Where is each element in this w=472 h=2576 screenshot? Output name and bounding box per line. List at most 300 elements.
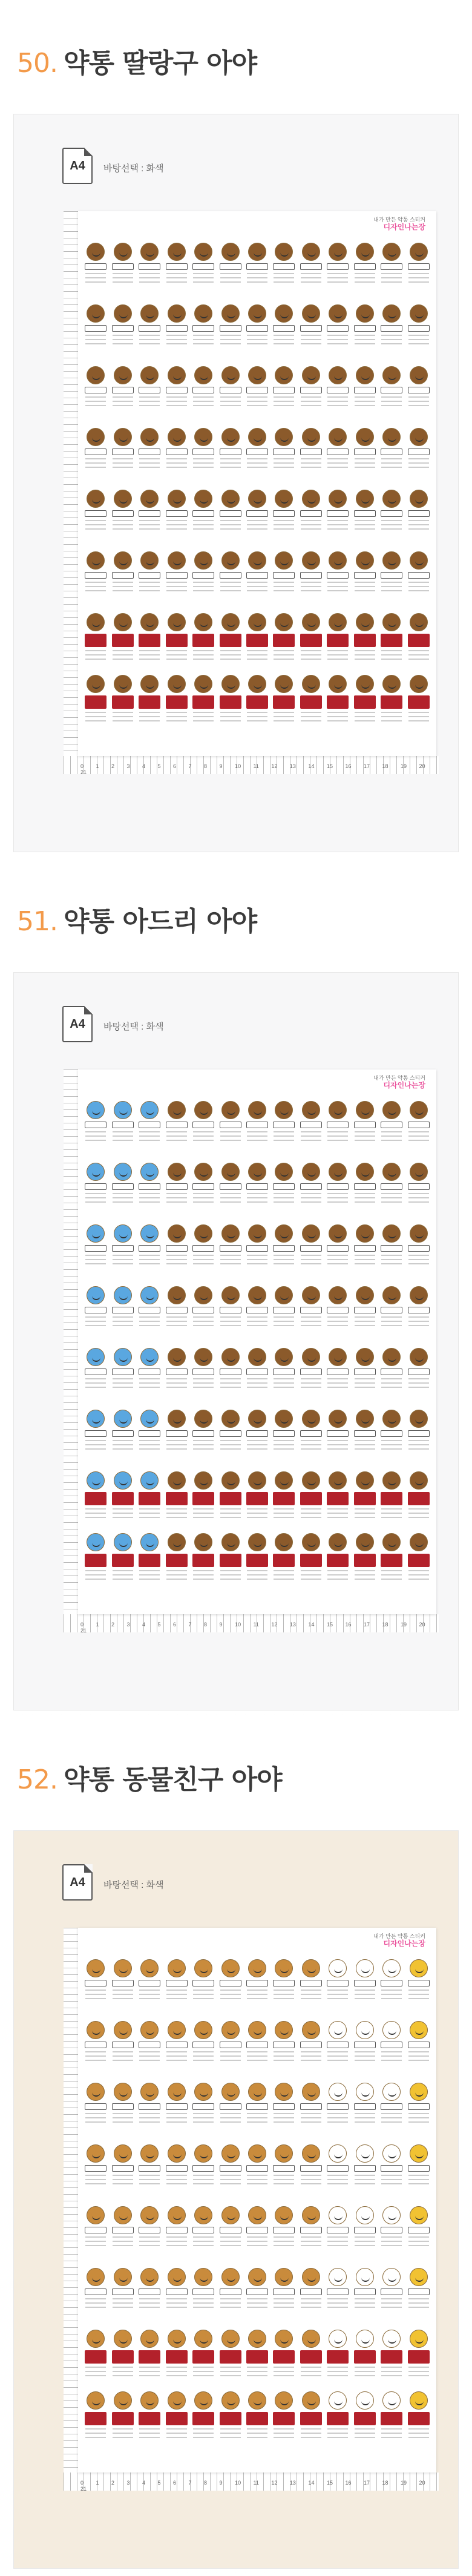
text-line-icon [85,1197,106,1198]
character-face-icon [356,1163,374,1181]
sticker-item [218,1957,241,2014]
text-line-icon [355,2302,375,2304]
text-line-icon [381,1201,402,1203]
sticker-item [138,1099,161,1155]
text-line-icon [193,2113,214,2114]
character-face-icon [168,2021,186,2039]
text-line-icon [113,1513,133,1514]
text-line-icon [247,2433,267,2434]
text-line-icon [166,1201,187,1203]
text-line-icon [220,401,241,402]
sticker-item [165,1160,188,1217]
text-line-icon [274,2055,294,2057]
sticker-item [300,240,323,297]
text-line-icon [139,343,160,344]
text-line-icon [220,281,241,283]
text-line-icon [274,1316,294,1318]
sticker-item [218,2327,241,2384]
character-face-icon [275,2083,293,2101]
text-line-icon [139,2437,160,2438]
text-line-icon [193,2367,214,2368]
text-line-icon [301,1201,321,1203]
sticker-item [380,1222,403,1279]
sticker-item [165,2204,188,2261]
text-line-icon [166,2371,187,2372]
text-line-icon [355,1998,375,1999]
sticker-grid [84,240,430,729]
text-line-icon [301,586,321,587]
character-face-icon [410,613,428,631]
text-line-icon [327,2060,348,2061]
name-tag-icon [327,2165,349,2172]
character-face-icon [329,2144,347,2163]
text-line-icon [113,1197,133,1198]
text-line-icon [193,1508,214,1510]
text-line-icon [381,654,402,656]
character-face-icon [87,1101,105,1119]
text-line-icon [166,720,187,721]
red-label-icon [327,1492,349,1505]
text-line-icon [220,590,241,591]
character-face-icon [248,243,266,261]
text-line-icon [220,586,241,587]
character-face-icon [114,490,132,508]
sticker-item [84,302,107,359]
name-tag-icon [381,572,402,579]
text-line-icon [193,401,214,402]
text-line-icon [85,524,106,525]
text-line-icon [85,1579,106,1580]
sticker-item [326,1160,349,1217]
text-line-icon [408,659,429,660]
character-face-icon [248,2083,266,2101]
name-tag-icon [354,2288,376,2295]
text-line-icon [85,277,106,278]
sticker-item [165,2080,188,2137]
character-face-icon [410,1410,428,1428]
sticker-item [272,1531,295,1588]
sticker-item [407,426,430,482]
text-line-icon [301,1131,321,1132]
character-face-icon [194,428,212,446]
text-line-icon [139,524,160,525]
name-tag-icon [112,2103,134,2110]
text-line-icon [408,1448,429,1450]
red-label-icon [112,1554,134,1567]
text-line-icon [274,1140,294,1141]
character-face-icon [275,2268,293,2286]
red-label-icon [139,695,160,709]
text-line-icon [139,2121,160,2123]
text-line-icon [113,1382,133,1384]
sticker-item [300,2389,323,2446]
text-line-icon [166,2060,187,2061]
text-line-icon [301,343,321,344]
text-line-icon [193,273,214,274]
text-line-icon [113,520,133,521]
section-title [17,1758,282,1796]
name-tag-icon [139,572,160,579]
sticker-item [353,2080,376,2137]
character-face-icon [329,2391,347,2410]
name-tag-icon [192,1245,214,1252]
character-face-icon [140,1286,159,1304]
section-separator: . [50,1764,57,1795]
name-tag-icon [112,2165,134,2172]
character-face-icon [248,2391,266,2410]
sticker-item [380,672,403,729]
red-label-icon [381,695,402,709]
text-line-icon [247,2298,267,2299]
text-line-icon [113,2298,133,2299]
name-tag-icon [85,1307,107,1313]
red-label-icon [354,2350,376,2364]
text-line-icon [113,2060,133,2061]
text-line-icon [381,582,402,583]
text-line-icon [166,1197,187,1198]
text-line-icon [247,590,267,591]
text-line-icon [85,520,106,521]
text-line-icon [139,2241,160,2242]
character-face-icon [275,613,293,631]
text-line-icon [166,458,187,459]
text-line-icon [327,1513,348,1514]
red-label-icon [166,2350,188,2364]
text-line-icon [220,520,241,521]
text-line-icon [139,2298,160,2299]
text-line-icon [408,1135,429,1137]
text-line-icon [85,2245,106,2246]
sticker-item [138,1531,161,1588]
text-line-icon [355,1508,375,1510]
text-line-icon [85,462,106,464]
text-line-icon [327,720,348,721]
text-line-icon [113,1321,133,1322]
name-tag-icon [246,387,268,393]
text-line-icon [327,2375,348,2376]
character-face-icon [302,1348,320,1366]
a4-paper-icon: A4 [62,148,93,184]
name-tag-icon [408,1307,430,1313]
character-face-icon [302,1533,320,1551]
text-line-icon [381,277,402,278]
text-line-icon [355,1321,375,1322]
sticker-item [111,1469,134,1526]
text-line-icon [85,1140,106,1141]
text-line-icon [85,1255,106,1256]
red-label-icon [273,2412,295,2425]
text-line-icon [408,1444,429,1445]
text-line-icon [274,2179,294,2180]
sticker-item [353,549,376,606]
text-line-icon [220,2433,241,2434]
text-line-icon [220,2055,241,2057]
character-face-icon [275,1101,293,1119]
name-tag-icon [300,325,322,332]
text-line-icon [139,528,160,530]
text-line-icon [274,458,294,459]
character-face-icon [410,2083,428,2101]
text-line-icon [327,1508,348,1510]
text-line-icon [408,405,429,406]
product-card [13,114,459,852]
sticker-item [380,549,403,606]
sticker-grid [84,1099,430,1588]
text-line-icon [381,2121,402,2123]
text-line-icon [113,1440,133,1441]
text-line-icon [166,1382,187,1384]
text-line-icon [139,582,160,583]
sticker-item [165,1531,188,1588]
name-tag-icon [85,448,107,455]
character-face-icon [221,1959,240,1977]
sticker-item [300,2019,323,2075]
text-line-icon [220,2367,241,2368]
text-line-icon [113,1994,133,1995]
text-line-icon [381,2375,402,2376]
text-line-icon [220,1135,241,1137]
text-line-icon [301,2055,321,2057]
character-face-icon [275,1224,293,1243]
sticker-item [246,1407,269,1464]
text-line-icon [355,1325,375,1326]
text-line-icon [166,401,187,402]
name-tag-icon [327,572,349,579]
name-tag-icon [166,1307,188,1313]
text-line-icon [301,1378,321,1379]
name-tag-icon [327,1307,349,1313]
character-face-icon [140,2021,159,2039]
sticker-item [84,2204,107,2261]
sticker-item [246,2389,269,2446]
text-line-icon [139,1517,160,1518]
red-label-icon [381,1492,402,1505]
text-line-icon [85,2051,106,2052]
character-face-icon [382,366,401,384]
text-line-icon [193,1440,214,1441]
sticker-item [326,487,349,544]
text-line-icon [139,2055,160,2057]
sticker-item [353,1222,376,1279]
text-line-icon [166,281,187,283]
name-tag-icon [327,2103,349,2110]
text-line-icon [113,2302,133,2304]
text-line-icon [301,1321,321,1322]
character-face-icon [168,304,186,323]
character-face-icon [140,243,159,261]
text-line-icon [139,1570,160,1571]
red-label-icon [112,1492,134,1505]
red-label-icon [112,695,134,709]
sticker-item [218,2389,241,2446]
section-number: 52 [17,1764,50,1795]
text-line-icon [113,716,133,717]
text-line-icon [355,458,375,459]
text-line-icon [408,654,429,656]
text-line-icon [166,467,187,468]
character-face-icon [194,2083,212,2101]
sticker-item [300,1469,323,1526]
character-face-icon [410,675,428,693]
text-line-icon [381,1440,402,1441]
text-line-icon [220,2236,241,2238]
sticker-item [407,1346,430,1402]
text-line-icon [408,2179,429,2180]
sticker-item [218,2266,241,2322]
sheet-brand: 디자인나는장 [383,223,425,231]
text-line-icon [166,2236,187,2238]
text-line-icon [274,2183,294,2184]
text-line-icon [381,1321,402,1322]
text-line-icon [247,2183,267,2184]
text-line-icon [408,716,429,717]
character-face-icon [168,1471,186,1490]
text-line-icon [408,528,429,530]
character-face-icon [194,1410,212,1428]
name-tag-icon [327,1122,349,1128]
character-face-icon [356,2144,374,2163]
name-tag-icon [85,263,107,270]
sticker-item [84,2019,107,2075]
text-line-icon [113,281,133,283]
text-line-icon [193,2375,214,2376]
text-line-icon [247,2307,267,2308]
text-line-icon [247,1579,267,1580]
text-line-icon [381,520,402,521]
sticker-item [165,611,188,668]
text-line-icon [220,1259,241,1260]
name-tag-icon [166,263,188,270]
text-line-icon [327,405,348,406]
red-label-icon [381,2412,402,2425]
sticker-item [165,2019,188,2075]
text-line-icon [408,2051,429,2052]
character-face-icon [87,1224,105,1243]
name-tag-icon [381,1368,402,1375]
a4-paper-icon: A4 [62,1864,93,1901]
name-tag-icon [139,387,160,393]
name-tag-icon [192,325,214,332]
sticker-item [300,2266,323,2322]
text-line-icon [85,2183,106,2184]
text-line-icon [355,582,375,583]
red-label-icon [166,2412,188,2425]
text-line-icon [355,1387,375,1388]
character-face-icon [194,2021,212,2039]
text-line-icon [139,405,160,406]
red-label-icon [139,2412,160,2425]
sticker-item [380,2019,403,2075]
red-label-icon [408,2350,430,2364]
text-line-icon [274,1197,294,1198]
text-line-icon [355,524,375,525]
text-line-icon [139,716,160,717]
name-tag-icon [192,263,214,270]
text-line-icon [247,2051,267,2052]
character-face-icon [87,2391,105,2410]
character-face-icon [275,366,293,384]
text-line-icon [274,1574,294,1576]
text-line-icon [274,2113,294,2114]
sticker-item [300,2142,323,2199]
sheet-brand: 디자인나는장 [383,1081,425,1089]
character-face-icon [114,2268,132,2286]
text-line-icon [408,586,429,587]
text-line-icon [166,2307,187,2308]
text-line-icon [355,1131,375,1132]
sticker-item [111,2266,134,2322]
sticker-item [192,2080,215,2137]
text-line-icon [166,396,187,398]
text-line-icon [113,335,133,336]
sticker-item [138,2266,161,2322]
character-face-icon [87,1410,105,1428]
sticker-item [111,1160,134,1217]
text-line-icon [247,2375,267,2376]
text-line-icon [274,1448,294,1450]
text-line-icon [355,339,375,340]
text-line-icon [355,1197,375,1198]
text-line-icon [193,1259,214,1260]
character-face-icon [140,304,159,323]
text-line-icon [85,2121,106,2123]
text-line-icon [408,281,429,283]
name-tag-icon [112,510,134,517]
sticker-item [326,2019,349,2075]
red-label-icon [220,2350,241,2364]
text-line-icon [301,2113,321,2114]
red-label-icon [246,695,268,709]
character-face-icon [140,613,159,631]
character-face-icon [302,428,320,446]
name-tag-icon [85,2165,107,2172]
character-face-icon [221,1163,240,1181]
text-line-icon [301,1513,321,1514]
name-tag-icon [354,1183,376,1190]
text-line-icon [113,2236,133,2238]
character-face-icon [221,1101,240,1119]
text-line-icon [408,467,429,468]
text-line-icon [327,2241,348,2242]
text-line-icon [193,1135,214,1137]
text-line-icon [274,582,294,583]
sticker-item [246,2019,269,2075]
text-line-icon [355,2245,375,2246]
character-face-icon [302,490,320,508]
character-face-icon [194,1471,212,1490]
text-line-icon [355,1990,375,1991]
text-line-icon [381,2307,402,2308]
character-face-icon [410,2391,428,2410]
sticker-item [407,1284,430,1341]
text-line-icon [355,1579,375,1580]
text-line-icon [274,467,294,468]
text-line-icon [301,1579,321,1580]
red-label-icon [408,2412,430,2425]
text-line-icon [139,1387,160,1388]
sticker-item [246,426,269,482]
character-face-icon [302,1163,320,1181]
sticker-item [246,1222,269,1279]
red-label-icon [300,695,322,709]
text-line-icon [355,654,375,656]
text-line-icon [220,1378,241,1379]
text-line-icon [301,650,321,651]
red-label-icon [139,2350,160,2364]
red-label-icon [354,695,376,709]
text-line-icon [408,524,429,525]
red-label-icon [166,1492,188,1505]
